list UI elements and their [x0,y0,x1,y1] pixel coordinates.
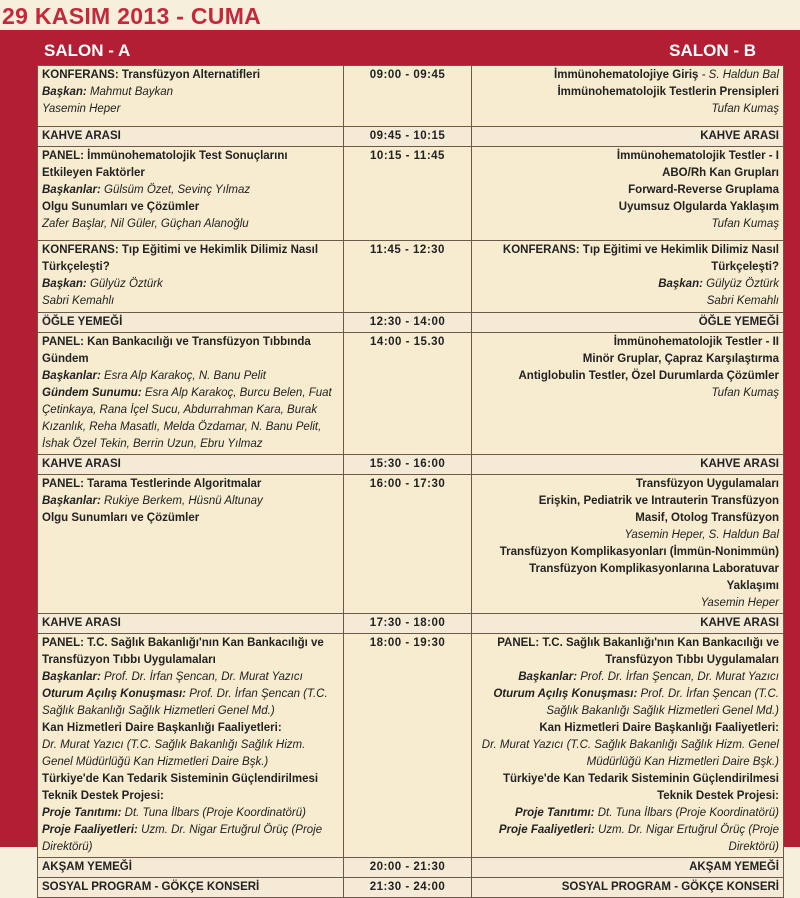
table-row [38,475,784,614]
time-cell: 21:30 - 24:00 [344,878,472,898]
session-type: KONFERANS: [42,69,119,81]
chair-name: Gülyüz Öztürk [89,278,163,290]
table-row [38,878,784,898]
salon-a-cell [38,634,344,858]
session-subtitle: Türkiye'de Kan Tedarik Sisteminin Güçlendirilmesi Teknik Destek Projesi: [42,773,319,802]
table-row [38,614,784,634]
time-cell: 14:00 - 15.30 [344,333,472,455]
chair-name: Mahmut Baykan [89,86,174,98]
page-title: 29 KASIM 2013 - CUMA [2,3,262,29]
speaker-name: - S. Haldun Bal [698,69,779,81]
opening-label: Oturum Açılış Konuşması: [42,688,186,700]
chair-names: Prof. Dr. İrfan Şencan, Dr. Murat Yazıcı [580,671,779,683]
chair-label: Başkanlar: [42,370,101,382]
salon-b-cell [472,475,784,614]
session-subtitle: Türkiye'de Kan Tedarik Sisteminin Güçlendirilmesi Teknik Destek Projesi: [502,773,779,802]
session-title: PANEL: T.C. Sağlık Bakanlığı'nın Kan Bankacılığı ve Transfüzyon Tıbbı Uygulamaları [497,637,779,666]
session-topic: Uyumsuz Olgularda Yaklaşım [618,201,779,213]
session-title: İmmünohematolojiye Giriş [554,69,699,81]
session-title: Tıp Eğitimi ve Hekimlik Dilimiz Nasıl Türkçeleşti? [42,244,319,273]
chair-names: Prof. Dr. İrfan Şencan, Dr. Murat Yazıcı [104,671,303,683]
session-title: Transfüzyon Uygulamaları [635,478,779,490]
table-row [38,455,784,475]
time-cell: 10:15 - 11:45 [344,147,472,241]
time-cell: 09:45 - 10:15 [344,127,472,147]
salon-a-cell [38,147,344,241]
session-title: İmmünohematolojik Testlerin Prensipleri [557,86,779,98]
salon-b-cell [472,241,784,313]
time-cell: 15:30 - 16:00 [344,455,472,475]
agenda-speakers: Esra Alp Karakoç, Burcu Belen, Fuat Çetinkaya, Rana İçel Sucu, Abdurrahman Kara, Burak Kızanlık, Reha Masatlı, Melda Özdamar, N. Banu Pelit, İshak Özel Tekin, Berrin Uzun, Ebru Yılmaz [42,387,332,450]
speaker-name: Tufan Kumaş [711,218,779,230]
chair-names: Esra Alp Karakoç, N. Banu Pelit [104,370,266,382]
break-label: AKŞAM YEMEĞİ [38,858,344,878]
chair-label: Başkan: [42,86,87,98]
time-cell: 12:30 - 14:00 [344,313,472,333]
salon-a-cell [38,241,344,313]
intro-speaker: Dt. Tuna İlbars (Proje Koordinatörü) [124,807,306,819]
activities-label: Proje Faaliyetleri: [42,824,138,836]
session-subtitle: Olgu Sunumları ve Çözümler [42,512,200,524]
break-label: KAHVE ARASI [38,614,344,634]
speaker-name: Tufan Kumaş [711,387,779,399]
time-cell: 17:30 - 18:00 [344,614,472,634]
opening-speaker: Prof. Dr. İrfan Şencan (T.C. Sağlık Bakanlığı Sağlık Hizmetleri Genel Md.) [42,688,328,717]
speaker-name: Sabri Kemahlı [42,295,115,307]
session-subtitle: Olgu Sunumları ve Çözümler [42,201,200,213]
time-cell: 20:00 - 21:30 [344,858,472,878]
break-label: KAHVE ARASI [472,455,784,475]
session-topic: Antiglobulin Testler, Özel Durumlarda Çözümler [518,370,779,382]
session-subtitle: Kan Hizmetleri Daire Başkanlığı Faaliyetleri: [42,722,282,734]
time-cell: 09:00 - 09:45 [344,66,472,127]
table-row [38,313,784,333]
salon-a-cell [38,333,344,455]
salon-b-cell [472,66,784,127]
break-label: SOSYAL PROGRAM - GÖKÇE KONSERİ [38,878,344,898]
speaker-name: Dr. Murat Yazıcı (T.C. Sağlık Bakanlığı Sağlık Hizm. Genel Müdürlüğü Kan Hizmetleri Daire Bşk.) [42,739,306,768]
chair-name: Gülyüz Öztürk [706,278,779,290]
activities-label: Proje Faaliyetleri: [498,824,595,836]
session-topic: Minör Gruplar, Çapraz Karşılaştırma [582,353,779,365]
agenda-label: Gündem Sunumu: [42,387,142,399]
speaker-names: Zafer Başlar, Nil Güler, Güçhan Alanoğlu [42,218,249,230]
break-label: KAHVE ARASI [38,455,344,475]
table-row [38,147,784,241]
chair-label: Başkanlar: [518,671,578,683]
speaker-name: Yasemin Heper [700,597,779,609]
opening-speaker: Prof. Dr. İrfan Şencan (T.C. Sağlık Bakanlığı Sağlık Hizmetleri Genel Md.) [546,688,779,717]
session-title: Transfüzyon Alternatifleri [121,69,261,81]
session-title: Tıp Eğitimi ve Hekimlik Dilimiz Nasıl Türkçeleşti? [579,244,779,273]
break-label: AKŞAM YEMEĞİ [472,858,784,878]
activities-speaker: Uzm. Dr. Nigar Ertuğrul Örüç (Proje Direktörü) [42,824,323,853]
session-title: PANEL: Tarama Testlerinde Algoritmalar [42,478,262,490]
speaker-names: Yasemin Heper, S. Haldun Bal [624,529,779,541]
opening-label: Oturum Açılış Konuşması: [493,688,638,700]
schedule-table [37,65,784,898]
break-label: ÖĞLE YEMEĞİ [38,313,344,333]
break-label: ÖĞLE YEMEĞİ [472,313,784,333]
chair-names: Gülsüm Özet, Sevinç Yılmaz [104,184,251,196]
salon-b-cell [472,333,784,455]
chair-label: Başkanlar: [42,495,101,507]
break-label: KAHVE ARASI [472,614,784,634]
chair-label: Başkan: [658,278,703,290]
session-type: KONFERANS: [42,244,119,256]
table-row [38,241,784,313]
session-topic: Erişkin, Pediatrik ve Intrauterin Transfüzyon [538,495,779,507]
table-row [38,634,784,858]
speaker-name: Dr. Murat Yazıcı (T.C. Sağlık Bakanlığı Sağlık Hizm. Genel Müdürlüğü Kan Hizmetleri Daire Bşk.) [481,739,779,768]
table-row [38,66,784,127]
table-row [38,333,784,455]
session-topic: Forward-Reverse Gruplama [628,184,779,196]
break-label: KAHVE ARASI [38,127,344,147]
session-topic: ABO/Rh Kan Grupları [662,167,779,179]
speaker-name: Tufan Kumaş [711,103,779,115]
salon-b-cell [472,634,784,858]
chair-label: Başkanlar: [42,184,101,196]
chair-names: Rukiye Berkem, Hüsnü Altunay [104,495,263,507]
session-subtitle: Kan Hizmetleri Daire Başkanlığı Faaliyetleri: [539,722,779,734]
time-cell: 16:00 - 17:30 [344,475,472,614]
session-topic: Masif, Otolog Transfüzyon [635,512,779,524]
session-title: PANEL: T.C. Sağlık Bakanlığı'nın Kan Bankacılığı ve Transfüzyon Tıbbı Uygulamaları [42,637,324,666]
speaker-name: Sabri Kemahlı [706,295,779,307]
salon-a-cell [38,66,344,127]
intro-speaker: Dt. Tuna İlbars (Proje Koordinatörü) [597,807,779,819]
chair-label: Başkanlar: [42,671,101,683]
speaker-name: Yasemin Heper [42,103,121,115]
salon-b-header: SALON - B [669,41,756,60]
session-title: PANEL: Kan Bankacılığı ve Transfüzyon Tıbbında Gündem [42,336,311,365]
table-row [38,858,784,878]
time-cell: 18:00 - 19:30 [344,634,472,858]
table-row [38,127,784,147]
intro-label: Proje Tanıtımı: [42,807,122,819]
salon-a-header: SALON - A [44,41,131,60]
break-label: SOSYAL PROGRAM - GÖKÇE KONSERİ [472,878,784,898]
session-topic: Transfüzyon Komplikasyonları (İmmün-Nonimmün) [499,546,779,558]
session-topic: Transfüzyon Komplikasyonlarına Laboratuvar Yaklaşımı [529,563,779,592]
session-title: İmmünohematolojik Testler - II [613,336,779,348]
activities-speaker: Uzm. Dr. Nigar Ertuğrul Örüç (Proje Direktörü) [597,824,779,853]
intro-label: Proje Tanıtımı: [515,807,595,819]
session-title: PANEL: İmmünohematolojik Test Sonuçlarını Etkileyen Faktörler [42,150,288,179]
salon-a-cell [38,475,344,614]
break-label: KAHVE ARASI [472,127,784,147]
chair-label: Başkan: [42,278,87,290]
salon-b-cell [472,147,784,241]
time-cell: 11:45 - 12:30 [344,241,472,313]
session-title: İmmünohematolojik Testler - I [616,150,779,162]
session-type: KONFERANS: [502,244,580,256]
